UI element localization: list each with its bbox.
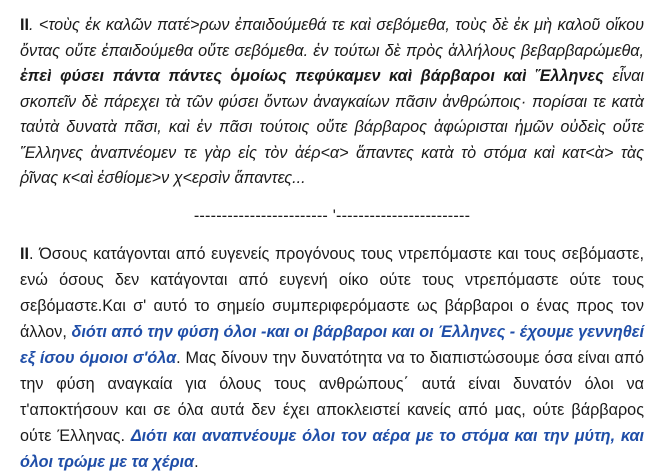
modern-highlight-1: διότι από την φύση όλοι -και οι βάρβαροι και οι Έλληνες - έχουμε γεννηθεί εξ ίσου όμοιοι σ'όλα (20, 322, 644, 367)
ancient-text-part-2: εἶναι σκοπεῖν δὲ πάρεχει τὰ τῶν φύσει ὄντων ἀναγκαίων πᾶσιν ἀνθρώποις· πορίσαι τε κατὰ ταὐτὰ δυνατὰ πᾶσι, καὶ ἐν πᾶσι τούτοις οὔτε βάρβαρος ἀφώρισται ἡμῶν οὐδεὶς οὔτε Ἕλληνες ἀναπνέομεν τε γὰρ εἰς τὸν ἀέρ<α> ἅπαντες κατὰ τὸ στόμα καὶ κατ<ὰ> τὰς ῥῖνας κ<αὶ ἐσθίομε>ν χ<ερσὶν ἅπαντες... (20, 67, 644, 187)
modern-text-part-1: . Όσους κατάγονται από ευγενείς προγόνους τους ντρεπόμαστε και τους σεβόμαστε, ενώ όσους δεν κατάγονται από ευγενή οίκο ούτε τους ντρεπόμαστε ούτε τους σεβόμαστε.Και σ' αυτό το σημείο συμπεριφερόμαστε ως βάρβαροι ο ένας προς τον άλλον, (20, 244, 644, 341)
modern-greek-paragraph (20, 241, 644, 475)
modern-text-part-2: . Μας δίνουν την δυνατότητα να το διαπιστώσουμε όσα είναι από την φύση αναγκαία για όλους τους ανθρώπους΄ αυτά είναι δυνατόν όλοι να τ'αποκτήσουν και σε όλα αυτά δεν έχει αποκλειστεί κανείς από μας, ούτε βάρβαρος ούτε Έλληνας. (20, 348, 645, 445)
section-divider: ------------------------ '------------------------ (193, 206, 471, 225)
ancient-paragraph-number: ΙΙ (20, 16, 29, 34)
ancient-text-part-1: . <τοὺς ἐκ καλῶν πατέ>ρων ἐπαιδούμεθά τε καὶ σεβόμεθα, τοὺς δὲ ἐκ μὴ καλοῦ οἴκου ὄντας οὔτε ἐπαιδούμεθα οὔτε σεβόμεθα. ἐν τούτωι δὲ πρὸς ἀλλήλους βεβαρβαρώμεθα, (20, 16, 644, 60)
modern-text-part-3: . (194, 452, 199, 471)
modern-highlight-2: Διότι και αναπνέουμε όλοι τον αέρα με το στόμα και την μύτη, και όλοι τρώμε με τα χέρια (20, 426, 644, 471)
ancient-greek-paragraph (20, 13, 644, 192)
modern-paragraph-number: ΙΙ (20, 244, 29, 263)
ancient-bold-phrase: ἐπεὶ φύσει πάντα πάντες ὁμοίως πεφύκαμεν καὶ βάρβαροι καὶ Ἕλληνες (20, 67, 604, 85)
